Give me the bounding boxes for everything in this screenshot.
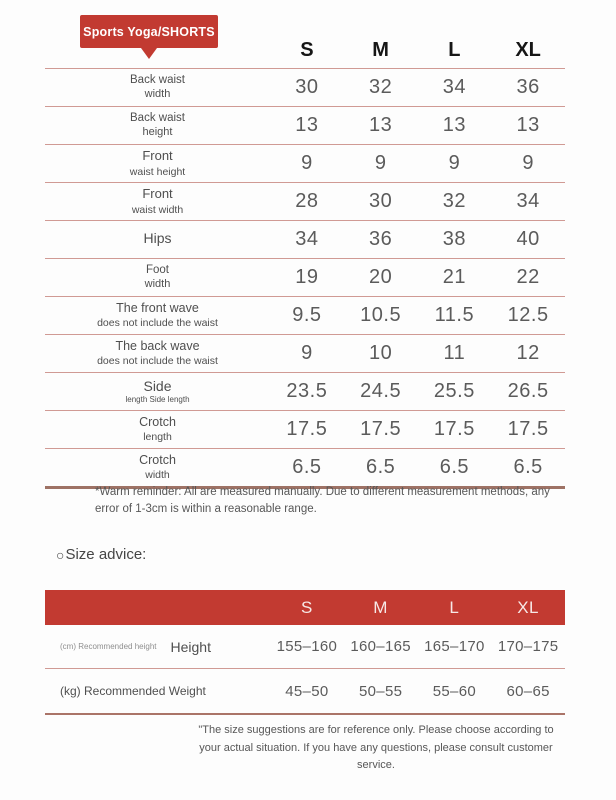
size-advice-title-text: Size advice: [65, 546, 147, 563]
row-label-sub: waist width [131, 203, 184, 216]
size-value: 34 [516, 190, 540, 212]
recommended-weight-row [45, 669, 565, 715]
size-value: 9 [301, 152, 313, 174]
circle-bullet-icon: ○ [56, 546, 65, 563]
advice-column-header-m: M [373, 597, 388, 617]
size-value: 9.5 [292, 304, 322, 326]
row-label [45, 411, 270, 448]
table-row-foot-width [45, 258, 565, 296]
weight-range: 60–65 [506, 682, 550, 700]
row-label [45, 259, 270, 296]
row-label-sub: waist height [129, 165, 186, 178]
size-value: 30 [369, 190, 393, 212]
row-label-main: Crotch [139, 414, 176, 429]
height-label: Height [170, 638, 211, 655]
advice-column-header-xl: XL [517, 597, 540, 617]
size-value: 20 [369, 266, 393, 288]
measurement-table [45, 30, 565, 489]
row-label-main: Crotch [139, 452, 176, 467]
size-value: 12 [516, 342, 540, 364]
column-header-s: S [300, 39, 314, 61]
size-value: 13 [516, 114, 540, 136]
row-label [45, 69, 270, 106]
table-row-crotch-width [45, 448, 565, 489]
row-label-main: The front wave [116, 300, 199, 315]
column-header-l: L [448, 39, 461, 61]
row-label-sub: width [144, 278, 171, 291]
row-label [45, 373, 270, 410]
height-range: 170–175 [497, 638, 559, 655]
size-value: 9 [522, 152, 534, 174]
row-label-main: Back waist [130, 73, 185, 86]
row-label-sub: length Side length [125, 395, 190, 405]
row-label-main: Back waist [130, 111, 185, 124]
size-value: 6.5 [439, 456, 470, 478]
row-label-main: Hips [143, 230, 172, 247]
size-value: 11 [443, 342, 466, 364]
row-label-main: The back wave [115, 338, 200, 353]
weight-range: 50–55 [359, 682, 403, 700]
size-value: 11.5 [434, 304, 475, 326]
row-label [45, 183, 270, 220]
size-value: 10.5 [360, 304, 402, 326]
table-row-back-waist-height [45, 106, 565, 144]
table-row-crotch-length [45, 410, 565, 448]
row-label [45, 449, 270, 486]
size-value: 36 [369, 228, 393, 250]
size-value: 25.5 [433, 380, 475, 402]
row-label [45, 107, 270, 144]
size-value: 38 [442, 228, 466, 250]
weight-range: 55–60 [432, 682, 476, 700]
row-label [45, 625, 270, 668]
size-value: 9 [301, 342, 313, 364]
row-label-sub: does not include the waist [97, 317, 218, 330]
weight-range: 45–50 [285, 682, 329, 700]
size-value: 22 [516, 266, 540, 288]
table-row-hips [45, 220, 565, 258]
badge-label: Sports Yoga/SHORTS [83, 24, 215, 39]
size-value: 6.5 [513, 456, 543, 478]
row-label-main: Foot [145, 263, 169, 276]
size-value: 26.5 [507, 380, 549, 402]
size-advice-disclaimer: "The size suggestions are for reference only. Please choose according to your actual situation. If you have any questions, please consult customer service. [198, 724, 554, 772]
size-value: 32 [442, 190, 466, 212]
size-value: 9 [374, 152, 387, 174]
advice-column-header-l: L [449, 597, 460, 617]
size-columns-header [45, 30, 565, 68]
warm-reminder-note: *Warm reminder: All are measured manually. Due to different measurement methods, any error of 1-3cm is within a reasonable range. [95, 486, 550, 516]
row-label [45, 297, 270, 334]
table-row-side-length [45, 372, 565, 410]
size-value: 13 [369, 114, 393, 136]
table-row-back-waist-width [45, 68, 565, 106]
advice-column-header-s: S [300, 597, 313, 617]
size-advice-header-bar [45, 590, 565, 625]
row-label [45, 221, 270, 258]
size-value: 17.5 [360, 418, 402, 440]
row-label-main: Front [142, 186, 173, 202]
size-value: 40 [516, 228, 540, 250]
size-value: 32 [369, 76, 393, 98]
height-range: 155–160 [276, 638, 338, 655]
size-value: 6.5 [365, 456, 396, 478]
table-row-front-waist-width [45, 182, 565, 220]
height-range: 160–165 [350, 638, 411, 655]
height-range: 165–170 [424, 638, 485, 655]
size-value: 6.5 [292, 456, 322, 478]
column-header-xl: XL [515, 39, 541, 61]
size-value: 36 [516, 76, 540, 98]
size-value: 34 [295, 228, 319, 250]
row-label-sub: width [145, 469, 170, 482]
row-label [45, 335, 270, 372]
size-value: 9 [448, 152, 461, 174]
row-label-main: Side [143, 377, 172, 394]
row-label-sub: does not include the waist [97, 355, 218, 368]
column-header-m: M [372, 39, 389, 61]
table-row-front-waist-height [45, 144, 565, 182]
size-value: 10 [369, 342, 393, 364]
size-value: 17.5 [433, 418, 475, 440]
row-label-main: Front [142, 148, 173, 164]
size-value: 28 [295, 190, 319, 212]
size-value: 17.5 [507, 418, 549, 440]
size-value: 13 [442, 114, 466, 136]
row-label-sub: length [143, 431, 172, 444]
size-value: 23.5 [286, 380, 328, 402]
table-row-back-wave [45, 334, 565, 372]
size-value: 30 [295, 76, 319, 98]
size-value: 21 [442, 266, 466, 288]
row-label-sub: height [142, 126, 173, 139]
weight-label: (kg) Recommended Weight [60, 684, 206, 698]
size-value: 34 [442, 76, 466, 98]
row-label [45, 669, 270, 713]
size-advice-table [45, 590, 565, 715]
size-value: 13 [295, 114, 319, 136]
size-value: 17.5 [286, 418, 328, 440]
row-label [45, 145, 270, 182]
recommended-height-row [45, 625, 565, 669]
size-value: 19 [295, 266, 319, 288]
size-value: 24.5 [360, 380, 402, 402]
row-label-sub: width [144, 88, 171, 101]
size-advice-title [56, 546, 146, 563]
height-unit-label: (cm) Recommended height [60, 642, 157, 651]
size-value: 12.5 [507, 304, 549, 326]
table-row-front-wave [45, 296, 565, 334]
